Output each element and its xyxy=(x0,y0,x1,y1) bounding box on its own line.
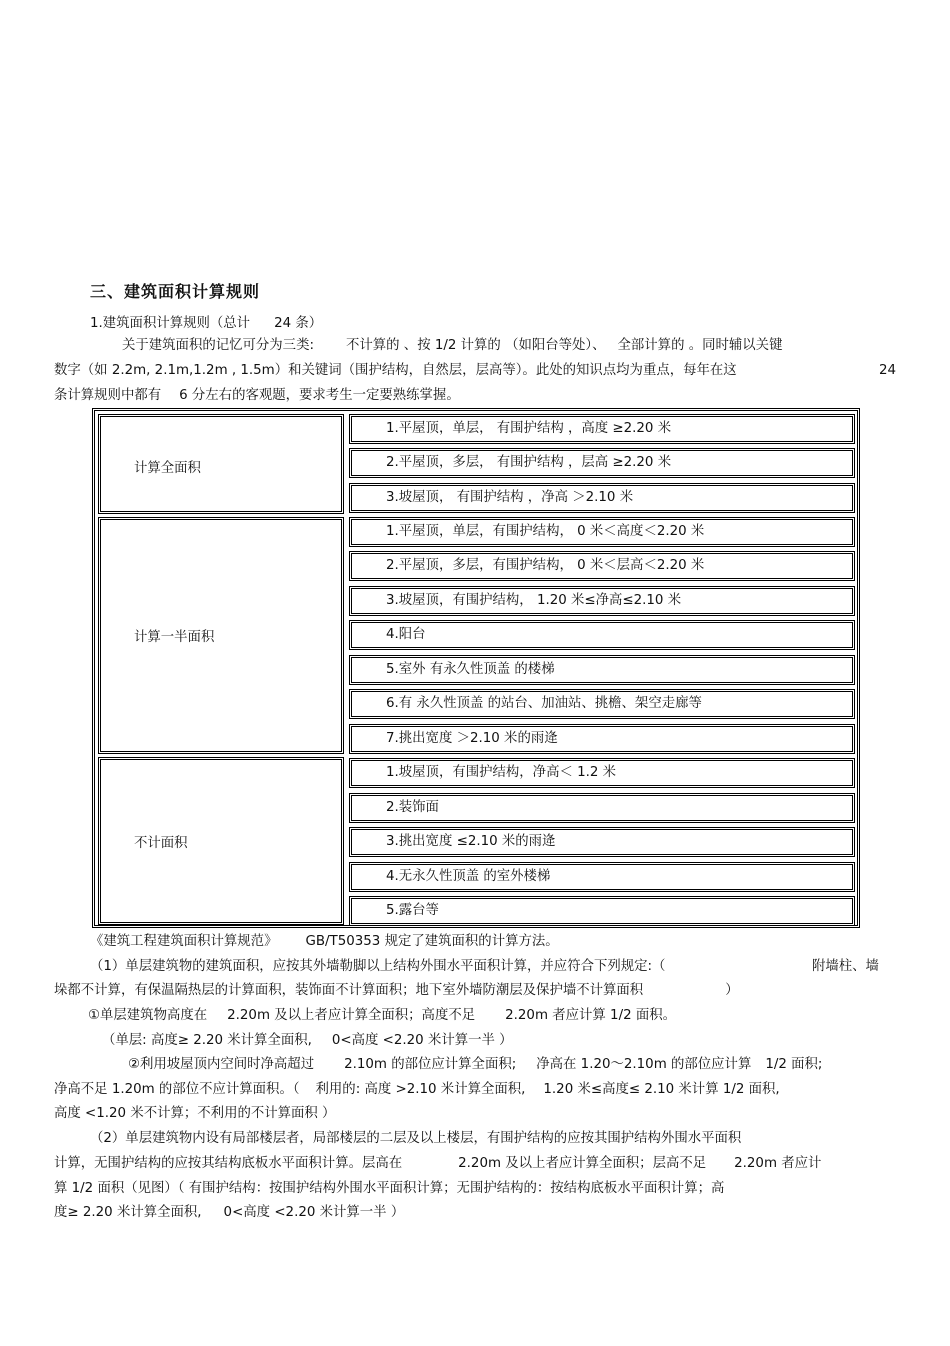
body-line: 计算，无围护结构的应按其结构底板水平面积计算。层高在 2.20m 及以上者应计算全面积；层高不足 2.20m 者应计 xyxy=(54,1156,822,1171)
group-label-half-area: 计算一半面积 xyxy=(98,517,344,754)
intro-text: 不计算的 、按 1/2 计算的 （如阳台等处）、 xyxy=(345,338,606,353)
table-row: 3.挑出宽度 ≤2.10 米的雨逄 xyxy=(349,827,855,857)
table-row: 2.装饰面 xyxy=(349,793,855,823)
body-line: 附墙柱、墙 xyxy=(812,959,879,974)
table-row: 5.室外 有永久性顶盖 的楼梯 xyxy=(349,655,855,685)
intro-text: 6 分左右的客观题，要求考生一定要熟练掌握。 xyxy=(179,388,460,403)
body-line: 高度 <1.20 米不计算；不利用的不计算面积 ） xyxy=(54,1106,336,1121)
section-title: 三、建筑面积计算规则 xyxy=(90,282,261,301)
table-row: 1.平屋顶，单层，有围护结构， 0 米＜高度＜2.20 米 xyxy=(349,517,855,547)
table-row: 3.坡屋顶， 有围护结构 ，净高 ＞2.10 米 xyxy=(349,483,855,513)
intro-text: 关于建筑面积的记忆可分为三类: xyxy=(122,338,314,353)
body-line: （2）单层建筑物内设有局部楼层者，局部楼层的二层及以上楼层，有围护结构的应按其围护结构外围水平面积 xyxy=(90,1131,742,1146)
group-label-not-counted: 不计面积 xyxy=(98,757,344,925)
intro-line-2 xyxy=(122,336,782,356)
body-line: ①单层建筑物高度在 2.20m 及以上者应计算全面积；高度不足 2.20m 者应计算 1/2 面积。 xyxy=(88,1008,677,1023)
intro-text: 24 条） xyxy=(274,316,323,331)
table-row: 1.坡屋顶，有围护结构，净高＜ 1.2 米 xyxy=(349,758,855,788)
intro-text: 条计算规则中都有 xyxy=(54,388,162,403)
table-row: 7.挑出宽度 ＞2.10 米的雨逄 xyxy=(349,724,855,754)
body-line: 《建筑工程建筑面积计算规范》 GB/T50353 规定了建筑面积的计算方法。 xyxy=(90,934,559,949)
body-line: 垛都不计算，有保温隔热层的计算面积，装饰面不计算面积；地下室外墙防潮层及保护墙不计算面积 ） xyxy=(54,983,739,998)
table-row: 2.平屋顶，多层， 有围护结构 ，层高 ≥2.20 米 xyxy=(349,448,855,478)
intro-line-4 xyxy=(54,386,460,406)
table-row: 3.坡屋顶，有围护结构， 1.20 米≤净高≤2.10 米 xyxy=(349,586,855,616)
intro-line-3 xyxy=(54,361,737,381)
table-row: 2.平屋顶，多层，有围护结构， 0 米＜层高＜2.20 米 xyxy=(349,551,855,581)
body-line: 净高不足 1.20m 的部位不应计算面积。（ 利用的: 高度 >2.10 米计算全面积, 1.20 米≤高度≤ 2.10 米计算 1/2 面积, xyxy=(54,1082,780,1097)
table-row: 5.露台等 xyxy=(349,896,855,926)
body-line: ②利用坡屋顶内空间时净高超过 2.10m 的部位应计算全面积; 净高在 1.20～2.10m 的部位应计算 1/2 面积; xyxy=(128,1057,823,1072)
body-line: 度≥ 2.20 米计算全面积, 0<高度 <2.20 米计算一半 ） xyxy=(54,1205,405,1220)
body-line: （1）单层建筑物的建筑面积，应按其外墙勒脚以上结构外围水平面积计算，并应符合下列规定:（ xyxy=(90,959,666,974)
table-row: 1.平屋顶，单层， 有围护结构 ，高度 ≥2.20 米 xyxy=(349,414,855,444)
intro-text: 24 xyxy=(879,363,897,378)
intro-text: 全部计算的 。同时辅以关键 xyxy=(617,338,783,353)
area-rules-table xyxy=(92,408,860,928)
intro-line-3-number xyxy=(879,361,896,381)
table-row: 4.无永久性顶盖 的室外楼梯 xyxy=(349,862,855,892)
body-line: （单层: 高度≥ 2.20 米计算全面积, 0<高度 <2.20 米计算一半 ） xyxy=(102,1033,513,1048)
intro-text: 1.建筑面积计算规则（总计 xyxy=(90,316,251,331)
group-label-full-area: 计算全面积 xyxy=(98,414,344,514)
table-row: 4.阳台 xyxy=(349,620,855,650)
body-line: 算 1/2 面积（见图）（ 有围护结构：按围护结构外围水平面积计算；无围护结构的：按结构底板水平面积计算；高 xyxy=(54,1181,725,1196)
intro-text: 数字（如 2.2m, 2.1m,1.2m , 1.5m）和关键词（围护结构，自然层，层高等）。此处的知识点均为重点，每年在这 xyxy=(54,363,737,378)
table-row: 6.有 永久性顶盖 的站台、加油站、挑檐、架空走廊等 xyxy=(349,689,855,719)
intro-line-1 xyxy=(90,314,322,334)
